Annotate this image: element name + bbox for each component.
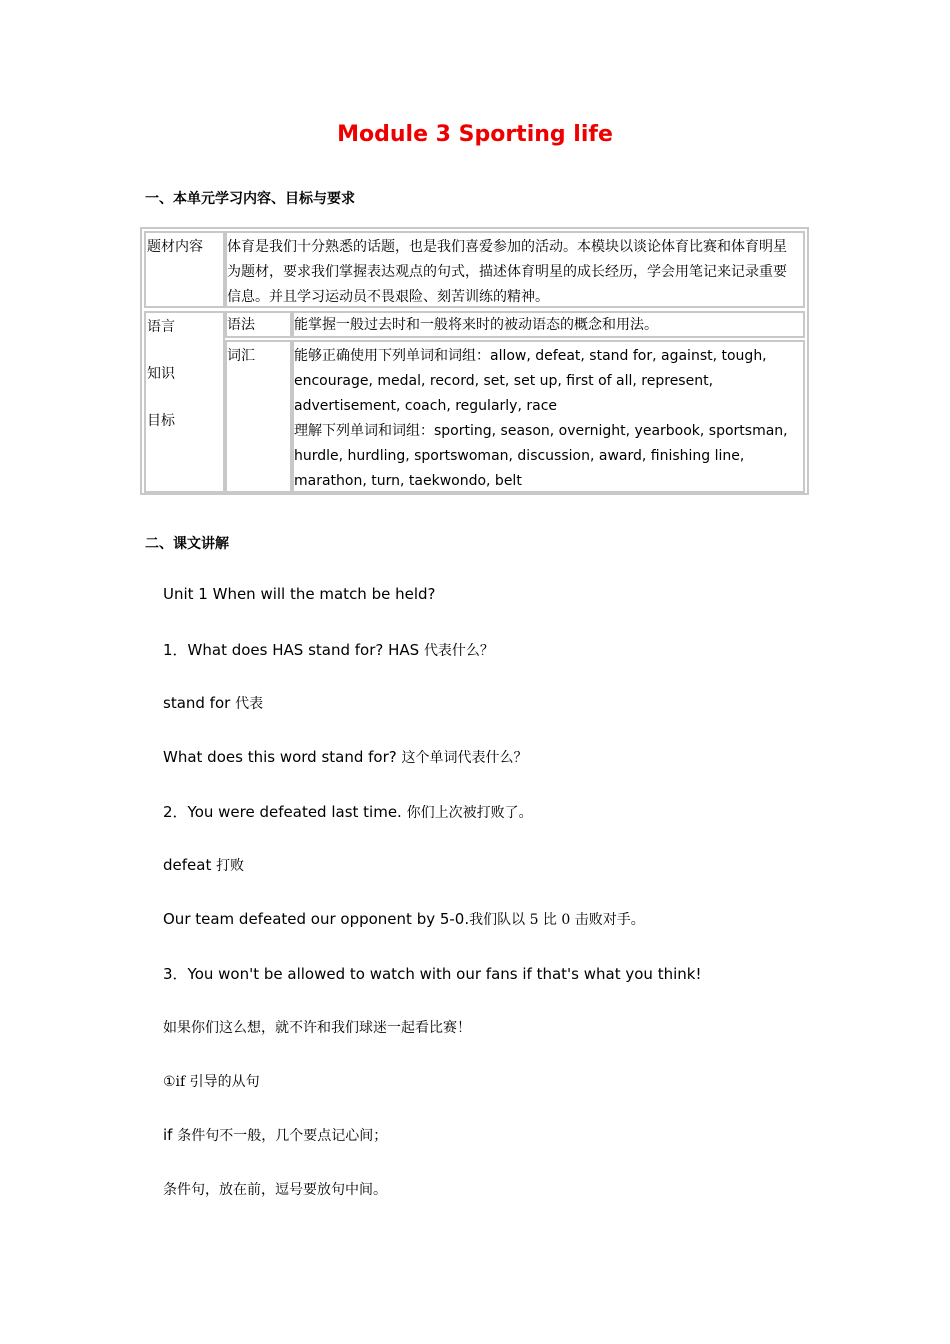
section-heading-2: 二、课文讲解 xyxy=(145,536,229,552)
goals-label-3: 目标 xyxy=(147,413,175,429)
grammar-label: 语法 xyxy=(227,317,255,333)
paragraph-7: Our team defeated our opponent by 5-0.我们队以 5 比 0 击败对手。 xyxy=(163,910,645,928)
topic-text-cell xyxy=(225,231,805,308)
paragraph-6: defeat 打败 xyxy=(163,856,245,874)
paragraph-9: 如果你们这么想，就不许和我们球迷一起看比赛！ xyxy=(163,1020,471,1036)
topic-label: 题材内容 xyxy=(147,239,203,255)
topic-line-1: 体育是我们十分熟悉的话题，也是我们喜爱参加的活动。本模块以谈论体育比赛和体育明星 xyxy=(227,239,787,255)
topic-line-2: 为题材，要求我们掌握表达观点的句式，描述体育明星的成长经历，学会用笔记来记录重要 xyxy=(227,264,787,280)
vocab-line-2: encourage, medal, record, set, set up, first of all, represent, xyxy=(294,373,714,389)
vocab-text-cell xyxy=(292,340,805,493)
paragraph-2: 1．What does HAS stand for? HAS 代表什么？ xyxy=(163,641,494,659)
paragraph-1: Unit 1 When will the match be held? xyxy=(163,585,436,603)
vocab-line-5: hurdle, hurdling, sportswoman, discussion, award, finishing line, xyxy=(294,448,745,464)
paragraph-11: if 条件句不一般，几个要点记心间； xyxy=(163,1126,388,1144)
goals-label-2: 知识 xyxy=(147,366,175,382)
vocab-line-4: 理解下列单词和词组：sporting, season, overnight, yearbook, sportsman, xyxy=(294,423,788,439)
goals-label-1: 语言 xyxy=(147,319,175,335)
vocab-line-6: marathon, turn, taekwondo, belt xyxy=(294,473,522,489)
paragraph-4: What does this word stand for? 这个单词代表什么？ xyxy=(163,748,528,766)
grammar-text: 能掌握一般过去时和一般将来时的被动语态的概念和用法。 xyxy=(294,317,658,333)
grammar-label-cell xyxy=(225,311,292,338)
paragraph-5: 2．You were defeated last time. 你们上次被打败了。 xyxy=(163,803,533,821)
paragraph-10: ①if 引导的从句 xyxy=(163,1074,260,1090)
topic-line-3: 信息。并且学习运动员不畏艰险、刻苦训练的精神。 xyxy=(227,289,549,305)
goals-table xyxy=(140,227,809,495)
vocab-label: 词汇 xyxy=(227,348,255,364)
vocab-line-3: advertisement, coach, regularly, race xyxy=(294,398,557,414)
vocab-label-cell xyxy=(225,340,292,493)
topic-label-cell xyxy=(144,231,225,308)
paragraph-8: 3．You won't be allowed to watch with our fans if that's what you think! xyxy=(163,965,702,983)
grammar-text-cell xyxy=(292,311,805,338)
section-heading-1: 一、本单元学习内容、目标与要求 xyxy=(145,191,355,207)
vocab-line-1: 能够正确使用下列单词和词组：allow, defeat, stand for, against, tough, xyxy=(294,348,767,364)
paragraph-12: 条件句，放在前，逗号要放句中间。 xyxy=(163,1182,387,1198)
document-title: Module 3 Sporting life xyxy=(337,122,613,147)
goals-label-cell xyxy=(144,311,225,493)
paragraph-3: stand for 代表 xyxy=(163,694,264,712)
